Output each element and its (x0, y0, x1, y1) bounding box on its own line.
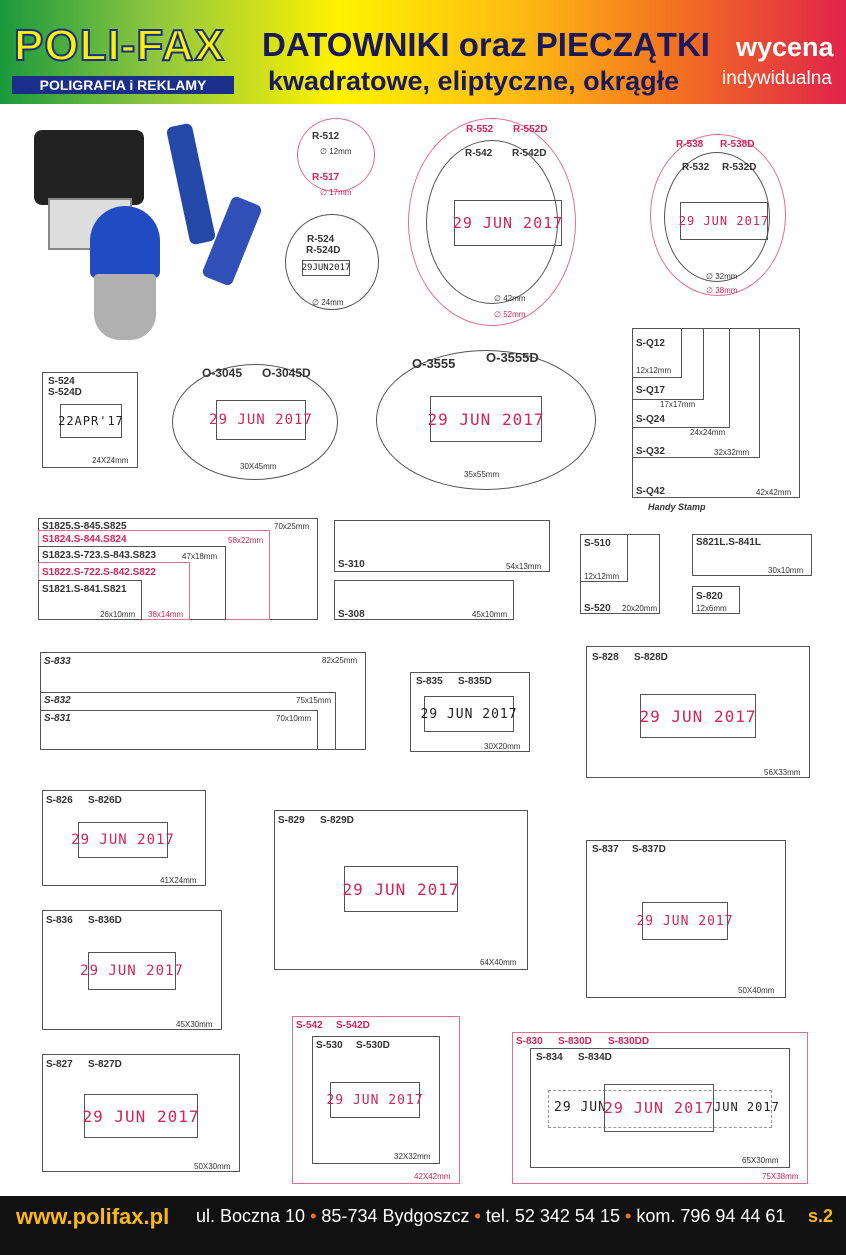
logo: POLI-FAX (14, 21, 225, 70)
stamp-s530-datebox (326, 1082, 424, 1118)
footer-contact (196, 1206, 785, 1227)
stamp-s1822-label: S1822.S-722.S-842.S822 (42, 567, 156, 578)
stamp-s836d-label: S-836D (88, 915, 122, 926)
stamp-s1824-label: S1824.S-844.S824 (42, 534, 127, 545)
footer-website-link[interactable]: www.polifax.pl (16, 1204, 170, 1229)
page-title: DATOWNIKI oraz PIECZĄTKI (262, 26, 710, 63)
stamp-r524-size: ∅ 24mm (312, 298, 344, 307)
stamp-s837-date: 29 JUN 2017 (636, 913, 734, 929)
stamp-s1825-size: 70x25mm (274, 522, 310, 531)
product-photo (28, 118, 278, 346)
stamp-s837-label: S-837 (592, 844, 619, 855)
stamp-r538d-label: R-538D (720, 139, 755, 150)
stamp-dater-body (34, 130, 144, 205)
footer-mobile: kom. 796 94 44 61 (636, 1206, 786, 1226)
stamp-r542-size: ∅ 42mm (494, 294, 526, 303)
stamp-q32-size: 32x32mm (714, 448, 750, 457)
stamp-q12-size: 12x12mm (636, 366, 672, 375)
page-subtitle: kwadratowe, eliptyczne, okrągłe (268, 66, 680, 96)
stamp-s530d-label: S-530D (356, 1040, 390, 1051)
stamp-s524-size: 24X24mm (92, 456, 129, 465)
stamp-s834-date: 29 JUN 2017 (603, 1099, 715, 1117)
stamp-s1821-size2: 38x14mm (148, 610, 184, 619)
stamp-o3045-datebox (209, 400, 313, 440)
stamp-round-body (90, 206, 160, 278)
footer-phone: tel. 52 342 54 15 (485, 1206, 620, 1226)
stamp-s542d-label: S-542D (336, 1020, 370, 1031)
stamp-s542-size: 42X42mm (414, 1172, 451, 1181)
stamp-r517-size: ∅ 17mm (320, 188, 352, 197)
footer-street: ul. Boczna 10 (196, 1206, 306, 1226)
stamp-s831-size: 70x10mm (276, 714, 312, 723)
stamp-o3555-datebox (427, 396, 545, 442)
stamp-s826-label: S-826 (46, 795, 73, 806)
stamp-o3555d-label: O-3555D (486, 350, 539, 365)
stamp-r552d-label: R-552D (513, 124, 548, 135)
stamp-s836-date: 29 JUN 2017 (80, 963, 184, 979)
stamp-r532-date: 29 JUN 2017 (678, 214, 770, 228)
stamp-q12-label: S-Q12 (636, 338, 665, 349)
stamp-s826d-label: S-826D (88, 795, 122, 806)
stamp-s833-label: S-833 (44, 656, 71, 667)
footer-separator: • (310, 1206, 317, 1226)
stamp-s826-date: 29 JUN 2017 (71, 832, 175, 848)
stamp-s828d-label: S-828D (634, 652, 668, 663)
stamp-s836-label: S-836 (46, 915, 73, 926)
stamp-r524-label: R-524 (307, 234, 335, 245)
stamp-s830-size: 75X38mm (762, 1172, 799, 1181)
page-number: s.2 (808, 1206, 834, 1226)
stamp-s828-datebox (640, 694, 756, 738)
stamp-s835d-label: S-835D (458, 676, 492, 687)
price-note-sub: indywidualna (722, 68, 832, 89)
stamp-s830-date-right: JUN 2017 (714, 1100, 780, 1114)
stamp-s828-date: 29 JUN 2017 (639, 706, 757, 726)
stamp-s530-date: 29 JUN 2017 (326, 1092, 424, 1108)
stamp-s308-label: S-308 (338, 609, 365, 620)
stamp-s828-label: S-828 (592, 652, 619, 663)
stamp-s820-size: 12x6mm (696, 604, 727, 613)
stamp-s827d-label: S-827D (88, 1059, 122, 1070)
stamp-s1823-label: S1823.S-723.S-843.S823 (42, 550, 156, 561)
stamp-s821l-label: S821L.S-841L (696, 537, 762, 548)
stamp-r532-size: ∅ 32mm (706, 272, 738, 281)
stamp-s1825-label: S1825.S-845.S825 (42, 521, 127, 532)
stamp-r542-datebox (454, 200, 562, 246)
stamp-s834-size: 65X30mm (742, 1156, 779, 1165)
stamp-s821l-size: 30x10mm (768, 566, 804, 575)
stamp-r538-size: ∅ 38mm (706, 286, 738, 295)
stamp-s542-label: S-542 (296, 1020, 323, 1031)
stamp-s832-label: S-832 (44, 695, 71, 706)
stamp-s827-date: 29 JUN 2017 (82, 1106, 200, 1126)
stamp-s834-datebox (604, 1084, 714, 1132)
stamp-r524-datebox (302, 260, 350, 276)
stamp-r512-size: ∅ 12mm (320, 147, 352, 156)
stamp-q17-size: 17x17mm (660, 400, 696, 409)
stamp-s834-label: S-834 (536, 1052, 563, 1063)
stamp-q42-size: 42x42mm (756, 488, 792, 497)
stamp-r524d-label: R-524D (306, 245, 341, 256)
stamp-r538-label: R-538 (676, 139, 704, 150)
stamp-s524-datebox (60, 404, 122, 438)
stamp-r512-label: R-512 (312, 131, 340, 142)
stamp-s1821-label: S1821.S-841.S821 (42, 584, 127, 595)
stamp-r542d-label: R-542D (512, 148, 547, 159)
stamp-s826-datebox (71, 822, 175, 858)
stamp-s310-label: S-310 (338, 559, 365, 570)
stamp-q32-label: S-Q32 (636, 446, 665, 457)
stamp-s830-date-left: 29 JUN (554, 1100, 607, 1115)
stamp-r542-date: 29 JUN 2017 (452, 214, 564, 232)
stamp-s836-size: 45X30mm (176, 1020, 213, 1029)
stamp-s828-size: 56X33mm (764, 768, 801, 777)
stamp-q24-label: S-Q24 (636, 414, 665, 425)
stamp-s827-datebox (84, 1094, 198, 1138)
stamp-s835-label: S-835 (416, 676, 443, 687)
stamp-s829d-label: S-829D (320, 815, 354, 826)
stamp-s1823-size: 47x18mm (182, 552, 218, 561)
stamp-s829-date: 29 JUN 2017 (342, 879, 460, 899)
stamp-s827-label: S-827 (46, 1059, 73, 1070)
stamp-s510-label: S-510 (584, 538, 611, 549)
price-note-title: wycena (736, 32, 834, 62)
stamp-s510-size: 12x12mm (584, 572, 620, 581)
stamp-r542-label: R-542 (465, 148, 493, 159)
stamp-s820-label: S-820 (696, 591, 723, 602)
stamp-s530-label: S-530 (316, 1040, 343, 1051)
stamp-s524-date: 22APR'17 (58, 414, 124, 428)
stamp-s835-date: 29 JUN 2017 (420, 706, 518, 722)
stamp-o3045-label: O-3045 (202, 366, 243, 380)
stamp-s832-size: 75x15mm (296, 696, 332, 705)
stamp-o3045-size: 30X45mm (240, 462, 277, 471)
footer-city: 85-734 Bydgoszcz (321, 1206, 470, 1226)
stamp-o3045-date: 29 JUN 2017 (209, 412, 313, 428)
stamp-s308-size: 45x10mm (472, 610, 508, 619)
stamp-q24-size: 24x24mm (690, 428, 726, 437)
stamp-s829-size: 64X40mm (480, 958, 517, 967)
stamp-r524-date: 29JUN2017 (301, 263, 351, 273)
stamp-s827-size: 50X30mm (194, 1162, 231, 1171)
footer-separator: • (474, 1206, 481, 1226)
logo-subtitle: POLIGRAFIA i REKLAMY (12, 76, 234, 94)
stamp-r532d-label: R-532D (722, 162, 757, 173)
stamp-s835-size: 30X20mm (484, 742, 521, 751)
stamp-o3555-size: 35x55mm (464, 470, 500, 479)
stamp-q17-label: S-Q17 (636, 385, 665, 396)
stamp-s520-label: S-520 (584, 603, 611, 614)
stamp-s831-label: S-831 (44, 713, 71, 724)
stamp-s1821-size: 26x10mm (100, 610, 136, 619)
stamp-s837-datebox (636, 902, 734, 940)
stamp-r532-datebox (680, 202, 768, 240)
stamp-s524d-label: S-524D (48, 387, 82, 398)
stamp-r552-size: ∅ 52mm (494, 310, 526, 319)
stamp-s520-size: 20x20mm (622, 604, 658, 613)
stamp-s826-size: 41X24mm (160, 876, 197, 885)
stamp-o3555-label: O-3555 (412, 356, 456, 371)
stamp-s524-label: S-524 (48, 376, 75, 387)
stamp-s837d-label: S-837D (632, 844, 666, 855)
stamp-s310-size: 54x13mm (506, 562, 542, 571)
stamp-s836-datebox (80, 952, 184, 990)
stamp-s835-datebox (420, 696, 518, 732)
stamp-o3045d-label: O-3045D (262, 366, 311, 380)
stamp-round-base (94, 274, 156, 340)
stamp-s1824-size: 58x22mm (228, 536, 264, 545)
stamp-s833-size: 82x25mm (322, 656, 358, 665)
stamp-r532-label: R-532 (682, 162, 710, 173)
stamp-s829-datebox (344, 866, 458, 912)
stamp-q42-label: S-Q42 (636, 486, 665, 497)
stamp-r552-label: R-552 (466, 124, 494, 135)
stamp-s830-label: S-830 (516, 1036, 543, 1047)
stamp-s830d-label: S-830D (558, 1036, 592, 1047)
stamp-s837-size: 50X40mm (738, 986, 775, 995)
stamp-s829-label: S-829 (278, 815, 305, 826)
stamp-r517-label: R-517 (312, 172, 340, 183)
stamp-pen-body (166, 123, 216, 246)
stamp-s530-size: 32X32mm (394, 1152, 431, 1161)
stamp-o3555-date: 29 JUN 2017 (427, 409, 545, 429)
footer-separator: • (625, 1206, 632, 1226)
stamp-s834d-label: S-834D (578, 1052, 612, 1063)
stamp-s830dd-label: S-830DD (608, 1036, 650, 1047)
handy-stamp-note: Handy Stamp (648, 502, 706, 512)
